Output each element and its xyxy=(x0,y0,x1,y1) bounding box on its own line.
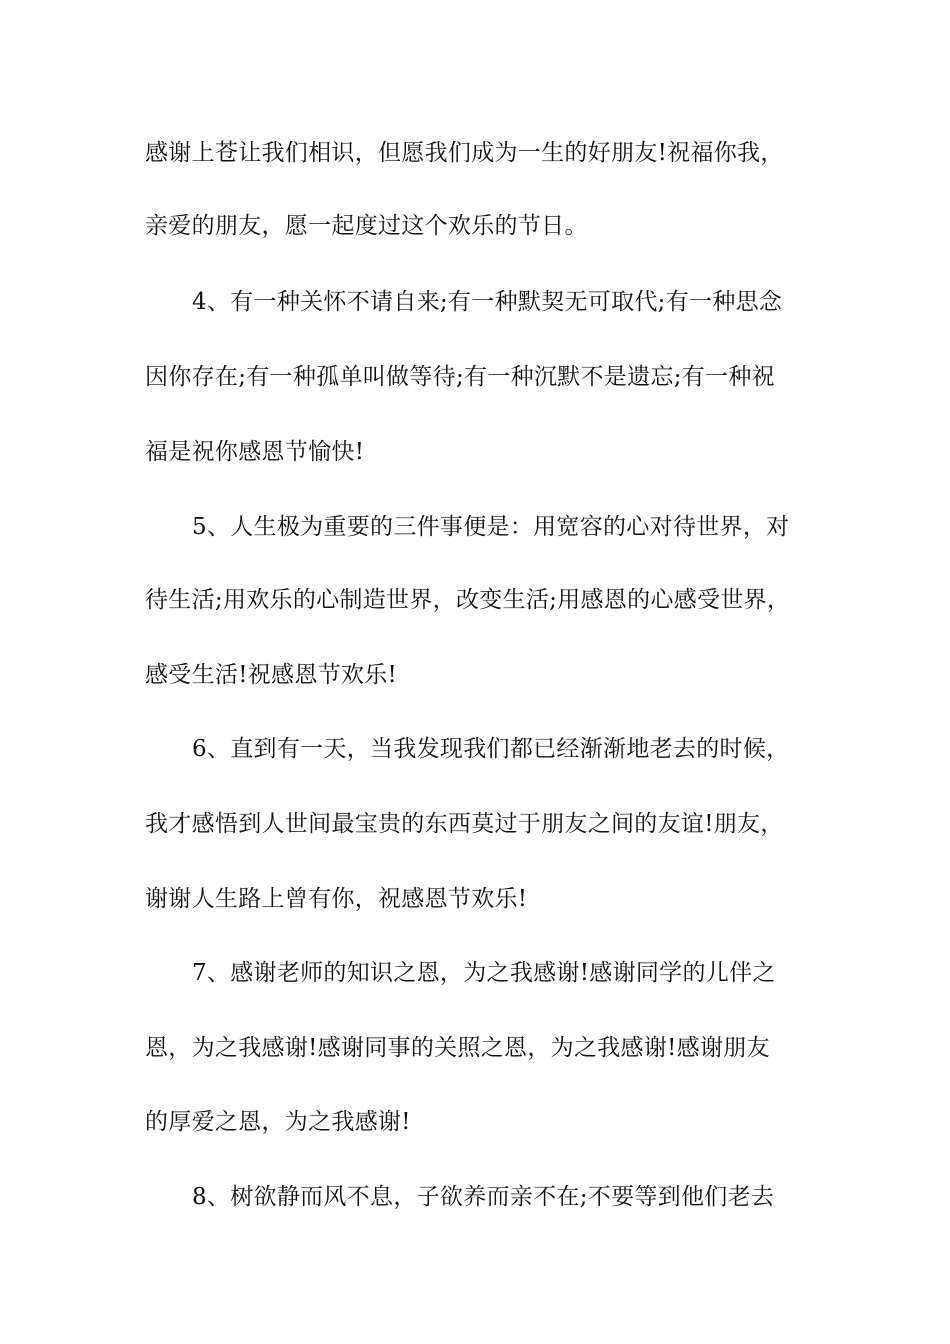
text-line: 恩，为之我感谢!感谢同事的关照之恩，为之我感谢!感谢朋友 xyxy=(145,1035,770,1061)
text-line: 谢谢人生路上曾有你，祝感恩节欢乐! xyxy=(145,886,528,912)
text-line: 的厚爱之恩，为之我感谢! xyxy=(145,1109,411,1135)
text-line: 感受生活!祝感恩节欢乐! xyxy=(145,662,398,688)
text-line: 我才感悟到人世间最宝贵的东西莫过于朋友之间的友谊!朋友， xyxy=(145,811,784,837)
text-line: 福是祝你感恩节愉快! xyxy=(145,439,365,465)
paragraph-5-start: 5、人生极为重要的三件事便是：用宽容的心对待世界，对 xyxy=(192,514,790,540)
paragraph-6-start: 6、直到有一天，当我发现我们都已经渐渐地老去的时候， xyxy=(192,736,790,762)
text-line: 感谢上苍让我们相识，但愿我们成为一生的好朋友!祝福你我， xyxy=(145,140,784,166)
paragraph-8-start: 8、树欲静而风不息，子欲养而亲不在;不要等到他们老去 xyxy=(192,1184,775,1210)
text-line: 因你存在;有一种孤单叫做等待;有一种沉默不是遗忘;有一种祝 xyxy=(145,364,775,390)
text-line: 亲爱的朋友，愿一起度过这个欢乐的节日。 xyxy=(145,213,588,239)
paragraph-7-start: 7、感谢老师的知识之恩，为之我感谢!感谢同学的儿伴之 xyxy=(192,960,776,986)
text-line: 待生活;用欢乐的心制造世界，改变生活;用感恩的心感受世界， xyxy=(145,587,791,613)
paragraph-4-start: 4、有一种关怀不请自来;有一种默契无可取代;有一种思念 xyxy=(192,289,783,315)
